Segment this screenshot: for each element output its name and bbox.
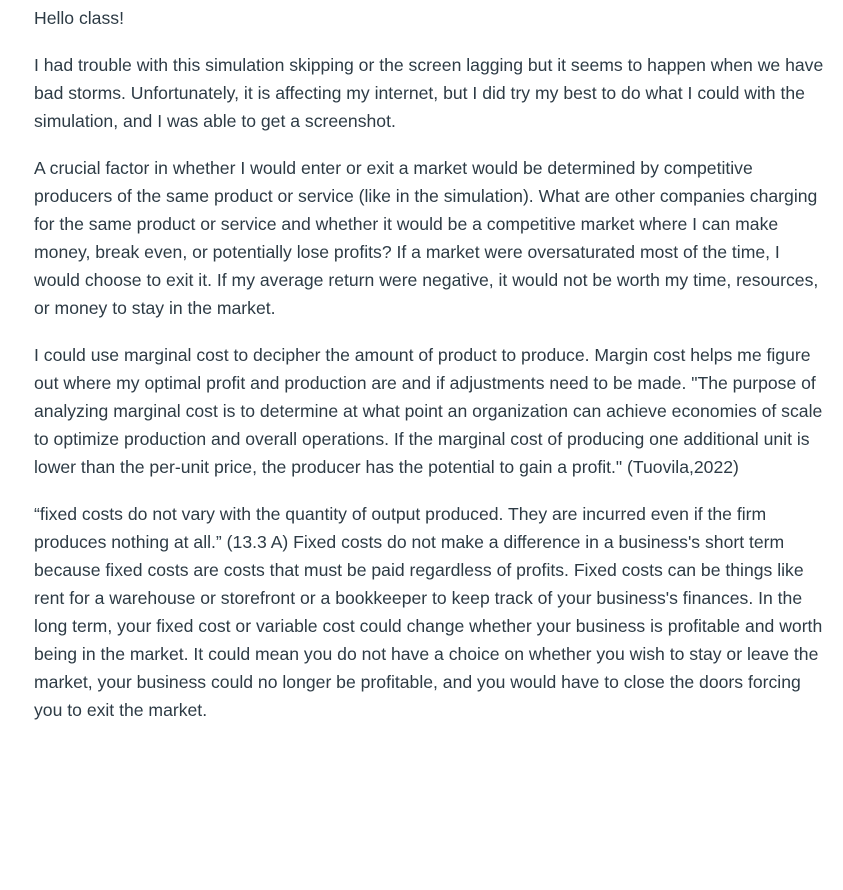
post-paragraph-market-entry-exit: A crucial factor in whether I would enter or exit a market would be determined by competitive producers of the same product or service (like in the simulation). What are other companies charging for the same product or service and whether it would be a competitive market where I can make money, break even, or potentially lose profits? If a market were oversaturated most of the time, I would choose to exit it. If my average return were negative, it would not be worth my time, resources, or money to stay in the market. <box>34 158 819 318</box>
post-paragraph-fixed-costs: “fixed costs do not vary with the quantity of output produced. They are incurred even if the firm produces nothing at all.” (13.3 A) Fixed costs do not make a difference in a business's short term because fixed costs are costs that must be paid regardless of profits. Fixed costs can be things like rent for a warehouse or storefront or a bookkeeper to keep track of your business's finances. In the long term, your fixed cost or variable cost could change whether your business is profitable and worth being in the market. It could mean you do not have a choice on whether you wish to stay or leave the market, your business could no longer be profitable, and you would have to close the doors forcing you to exit the market. <box>34 504 823 720</box>
post-paragraph-marginal-cost: I could use marginal cost to decipher the amount of product to produce. Margin cost helps me figure out where my optimal profit and production are and if adjustments need to be made. "The purpose of analyzing marginal cost is to determine at what point an organization can achieve economies of scale to optimize production and overall operations. If the marginal cost of producing one additional unit is lower than the per-unit price, the producer has the potential to gain a profit." (Tuovila,2022) <box>34 345 823 477</box>
post-greeting: Hello class! <box>34 8 124 28</box>
post-paragraph-simulation-trouble: I had trouble with this simulation skipping or the screen lagging but it seems to happen when we have bad storms. Unfortunately, it is affecting my internet, but I did try my best to do what I could with the simulation, and I was able to get a screenshot. <box>34 55 824 131</box>
